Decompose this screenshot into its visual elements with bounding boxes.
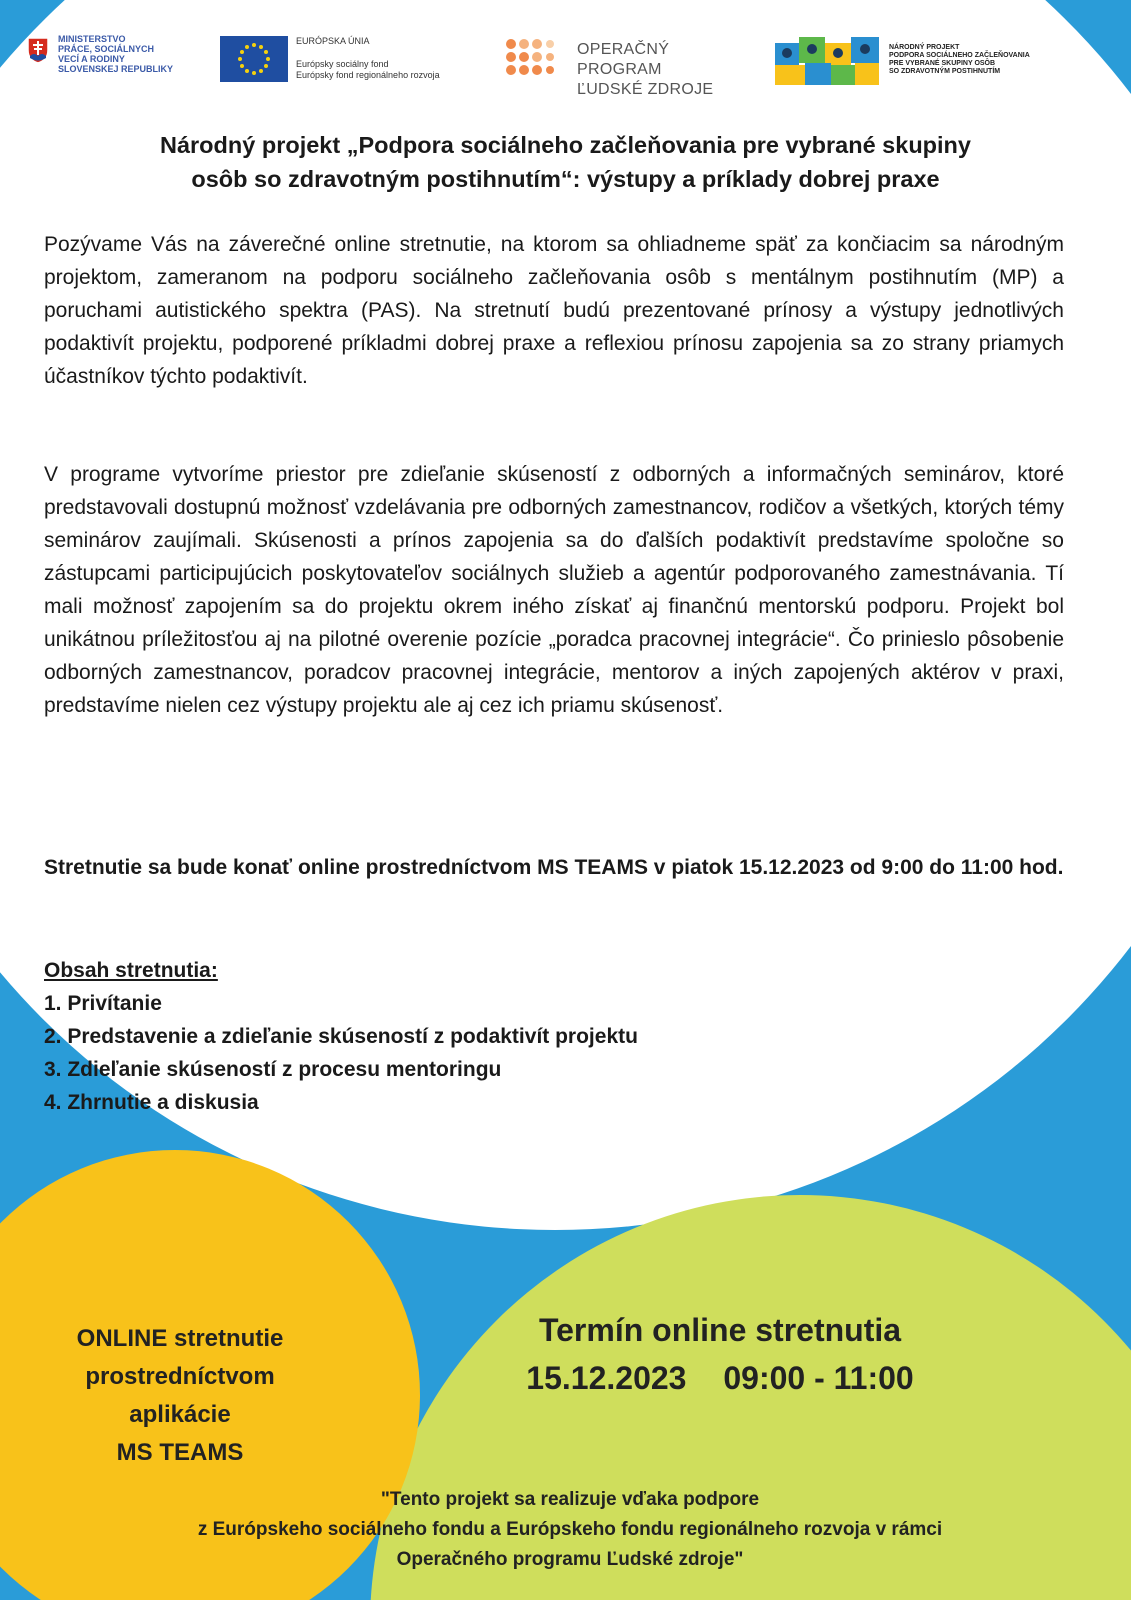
meeting-info-paragraph: Stretnutie sa bude konať online prostredníctvom MS TEAMS v piatok 15.12.2023 od 9:00 do 11:00 hod.: [44, 856, 1064, 879]
footer-line-2: z Európskeho sociálneho fondu a Európskeho fondu regionálneho rozvoja v rámci: [197, 1519, 943, 1540]
termin-time: 09:00 - 11:00: [723, 1360, 914, 1396]
meeting-date-block: [440, 1306, 1000, 1402]
online-line-2: prostredníctvom: [85, 1363, 275, 1390]
op-line-1: OPERAČNÝ PROGRAM: [577, 41, 670, 78]
online-line-1: ONLINE stretnutie: [76, 1325, 284, 1352]
intro-paragraph: Pozývame Vás na záverečné online stretnutie, na ktorom sa ohliadneme späť za končiacim sa národným projektom, zameranom na podporu sociálneho začleňovania osôb s mentálnym postihnutím (MP) a poruchami autistického spektra (PAS). Na stretnutí budú prezentované prínosy a výstupy jednotlivých podaktivít projektu, podporené príkladmi dobrej praxe a reflexiou prínosu zapojenia sa zo strany priamych účastníkov týchto podaktivít.: [44, 233, 1064, 388]
slovak-coat-of-arms-icon: [26, 36, 50, 64]
online-line-3: aplikácie: [129, 1401, 231, 1428]
np-line-3: PRE VYBRANÉ SKUPINY OSÔB: [889, 60, 996, 67]
np-line-2: PODPORA SOCIÁLNEHO ZAČLEŇOVANIA: [889, 52, 1030, 59]
termin-title: Termín online stretnutia: [538, 1312, 902, 1348]
title-line-1: Národný projekt „Podpora sociálneho začleňovania pre vybrané skupiny: [160, 132, 971, 158]
eu-fund-2: Európsky fond regionálneho rozvoja: [296, 70, 440, 80]
ministry-line-2: PRÁCE, SOCIÁLNYCH: [58, 44, 155, 54]
ministry-line-3: VECÍ A RODINY: [58, 54, 125, 64]
page-title: [40, 128, 1091, 196]
online-meeting-note: [30, 1320, 330, 1472]
eu-fund-1: Európsky sociálny fond: [296, 59, 389, 69]
np-line-1: NÁRODNÝ PROJEKT: [889, 44, 960, 51]
footer-line-1: "Tento projekt sa realizuje vďaka podpore: [380, 1489, 760, 1510]
title-line-2: osôb so zdravotným postihnutím“: výstupy a príklady dobrej praxe: [191, 166, 940, 192]
footer-line-3: Operačného programu Ľudské zdroje": [396, 1549, 744, 1570]
op-dots-icon: [505, 38, 555, 82]
np-line-4: SO ZDRAVOTNÝM POSTIHNUTÍM: [889, 68, 1001, 75]
eu-title: EURÓPSKA ÚNIA: [296, 36, 370, 46]
funding-statement: [120, 1485, 1020, 1575]
agenda-item: 2. Predstavenie a zdieľanie skúseností z podaktivít projektu: [44, 1025, 638, 1048]
program-paragraph: V programe vytvoríme priestor pre zdieľanie skúseností z odborných a informačných seminárov, ktoré predstavovali dostupnú možnosť vzdelávania pre odborných zamestnancov, rodičov a všetkých, ktorých témy seminárov zaujímali. Skúsenosti a prínos zapojenia sa do ďalších podaktivít predstavíme spoločne so zástupcami participujúcich poskytovateľov sociálnych služieb a agentúr podporovaného zamestnávania. Tí mali možnosť zapojením sa do projektu okrem iného získať aj finančnú mentorskú podporu. Projekt bol unikátnou príležitosťou aj na pilotné overenie pozície „poradca pracovnej integrácie“. Čo prinieslo pôsobenie odborných zamestnancov, poradcov pracovnej integrácie, mentorov a iných zapojených aktérov v praxi, predstavíme nielen cez výstupy projektu ale aj cez ich priamu skúsenosť.: [44, 463, 1064, 717]
eu-flag-icon: [220, 36, 288, 82]
agenda-list: [44, 954, 1044, 1119]
op-line-2: ĽUDSKÉ ZDROJE: [577, 81, 714, 98]
agenda-heading: Obsah stretnutia:: [44, 959, 218, 982]
national-project-logo: [773, 32, 1063, 90]
agenda-item: 3. Zdieľanie skúseností z procesu mentoringu: [44, 1058, 502, 1081]
agenda-item: 1. Privítanie: [44, 992, 162, 1015]
puzzle-people-icon: [773, 33, 883, 89]
agenda-item: 4. Zhrnutie a diskusia: [44, 1091, 259, 1114]
termin-date: 15.12.2023: [526, 1360, 687, 1396]
logo-strip: [0, 30, 1131, 100]
ministry-line-1: MINISTERSTVO: [58, 34, 126, 44]
ministry-line-4: SLOVENSKEJ REPUBLIKY: [58, 64, 174, 74]
online-line-4: MS TEAMS: [116, 1439, 244, 1466]
